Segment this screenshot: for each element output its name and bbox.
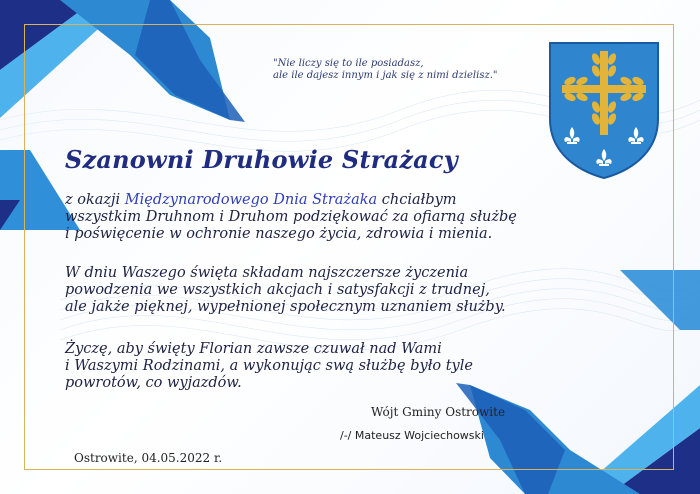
paragraph-2-line-1: W dniu Waszego święta składam najszczersze życzenia bbox=[65, 265, 469, 281]
paragraph-3-line-1: Życzę, aby święty Florian zawsze czuwał nad Wami bbox=[65, 341, 442, 357]
quote-line-2: ale ile dajesz innym i jak się z nimi dzielisz." bbox=[273, 70, 498, 81]
paragraph-3-line-3: powrotów, co wyjazdów. bbox=[65, 375, 242, 391]
paragraph-1-prefix: z okazji bbox=[65, 192, 125, 208]
occasion-name: Międzynarodowego Dnia Strażaka bbox=[124, 192, 378, 208]
paragraph-1-line-3: i poświęcenie w ochronie naszego życia, zdrowia i mienia. bbox=[65, 226, 493, 242]
paragraph-3 bbox=[65, 341, 565, 392]
paragraph-1-suffix: chciałbym bbox=[377, 192, 457, 208]
paragraph-1-line-2: wszystkim Druhnom i Druhom podziękować za ofiarną służbę bbox=[65, 209, 517, 225]
paragraph-3-line-2: i Waszymi Rodzinami, a wykonując swą służbę było tyle bbox=[65, 358, 473, 374]
paragraph-2-line-3: ale jakże pięknej, wypełnionej społecznym uznaniem służby. bbox=[65, 299, 506, 315]
paragraph-2 bbox=[65, 265, 565, 316]
paragraph-1-line-1 bbox=[65, 192, 565, 209]
signature-name: /-/ Mateusz Wojciechowski bbox=[340, 429, 484, 442]
motto-quote bbox=[273, 58, 533, 82]
document-date: Ostrowite, 04.05.2022 r. bbox=[74, 451, 223, 465]
quote-line-1: "Nie liczy się to ile posiadasz, bbox=[273, 58, 424, 69]
signature-role: Wójt Gminy Ostrowite bbox=[371, 405, 506, 419]
greeting-title: Szanowni Druhowie Strażacy bbox=[65, 145, 458, 174]
paragraph-2-line-2: powodzenia we wszystkich akcjach i satysfakcji z trudnej, bbox=[65, 282, 490, 298]
paragraph-1 bbox=[65, 192, 565, 243]
coat-of-arms bbox=[548, 41, 660, 180]
